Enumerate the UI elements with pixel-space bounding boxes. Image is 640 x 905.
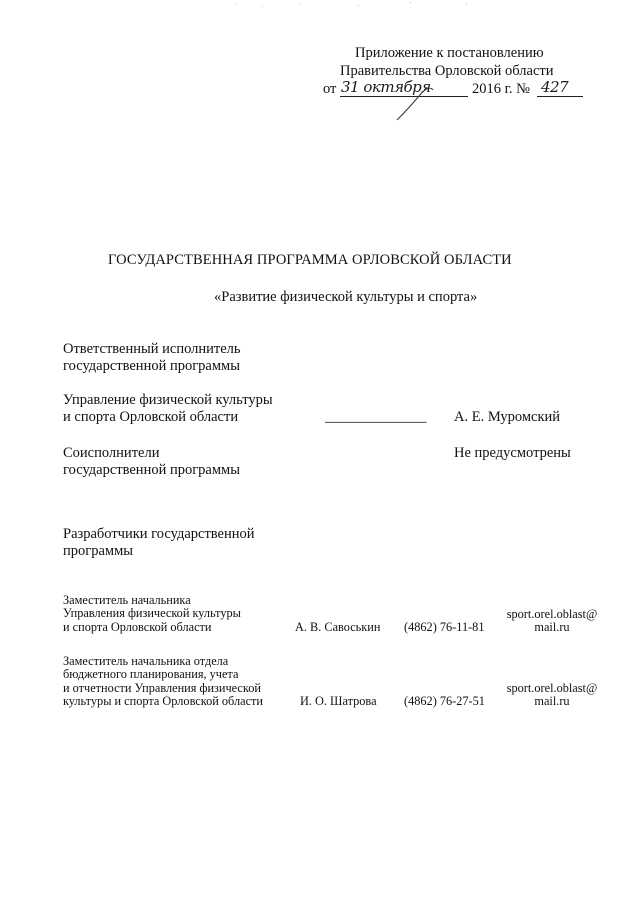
- handwritten-number: 427: [541, 78, 569, 96]
- handwritten-date: 31 октября: [341, 78, 431, 96]
- coexecutors-value: Не предусмотрены: [454, 445, 571, 461]
- number-underline: [537, 96, 583, 97]
- header-line-2: Правительства Орловской области: [340, 63, 554, 79]
- developer-phone: (4862) 76-11-81: [404, 620, 485, 634]
- signature-line: ______________: [325, 409, 427, 425]
- developer-email: sport.orel.oblast@ mail.ru: [506, 681, 598, 709]
- header-line-1: Приложение к постановлению: [355, 45, 544, 61]
- developer-position: Заместитель начальника Управления физической культуры и спорта Орловской области: [63, 593, 241, 634]
- header-year-number: 2016 г. №: [472, 81, 531, 97]
- signature-stroke: [395, 88, 435, 122]
- header-prefix: от: [323, 81, 337, 97]
- document-title: ГОСУДАРСТВЕННАЯ ПРОГРАММА ОРЛОВСКОЙ ОБЛАСТИ: [108, 252, 512, 268]
- responsible-label: Ответственный исполнитель государственной программы: [63, 341, 241, 374]
- responsible-organization: Управление физической культуры и спорта Орловской области: [63, 392, 273, 425]
- developer-name: А. В. Савоськин: [295, 620, 381, 634]
- developer-name: И. О. Шатрова: [300, 694, 377, 708]
- developer-email: sport.orel.oblast@ mail.ru: [506, 607, 598, 635]
- developers-label: Разработчики государственной программы: [63, 526, 255, 559]
- coexecutors-label: Соисполнители государственной программы: [63, 445, 240, 478]
- developer-phone: (4862) 76-27-51: [404, 694, 485, 708]
- responsible-person: А. Е. Муромский: [454, 409, 561, 425]
- developer-position: Заместитель начальника отдела бюджетного планирования, учета и отчетности Управления физической культуры и спорта Орловской области: [63, 654, 264, 708]
- document-subtitle: «Развитие физической культуры и спорта»: [214, 289, 478, 305]
